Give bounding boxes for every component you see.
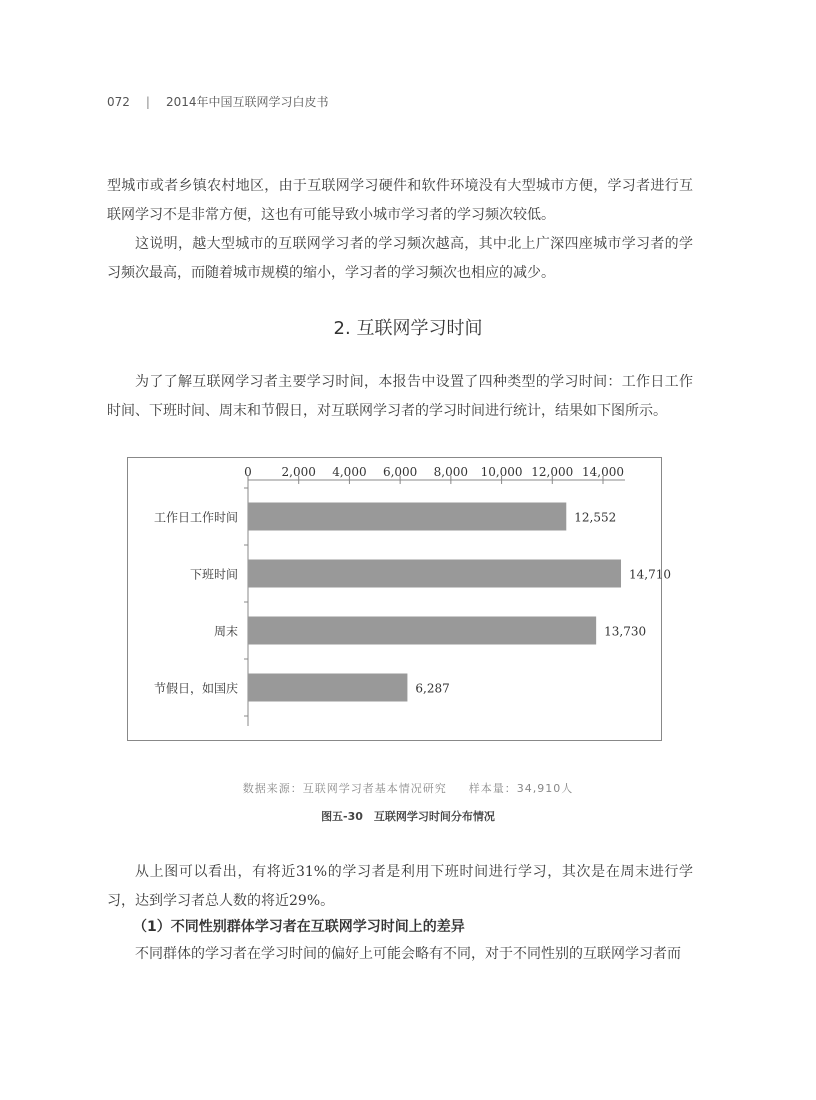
category-label: 工作日工作时间 bbox=[153, 510, 238, 525]
bar bbox=[248, 674, 407, 702]
bar-chart bbox=[127, 457, 672, 741]
figure-sample-size: 样本量：34,910人 bbox=[468, 782, 574, 795]
paragraph-analysis: 从上图可以看出，有将近31%的学习者是利用下班时间进行学习，其次是在周末进行学习，达到学习者总人数的将近29%。 bbox=[107, 864, 693, 909]
data-label: 12,552 bbox=[574, 510, 617, 525]
x-tick-label: 0 bbox=[244, 465, 252, 479]
category-label: 下班时间 bbox=[189, 567, 238, 582]
subheading: （1）不同性别群体学习者在互联网学习时间上的差异 bbox=[133, 919, 465, 935]
paragraph-continued: 型城市或者乡镇农村地区，由于互联网学习硬件和软件环境没有大型城市方便，学习者进行互联网学习不是非常方便，这也有可能导致小城市学习者的学习频次较低。 bbox=[107, 178, 693, 223]
x-tick-label: 2,000 bbox=[281, 465, 316, 479]
header-separator: | bbox=[145, 94, 150, 109]
x-tick-label: 6,000 bbox=[382, 465, 418, 479]
bar bbox=[248, 617, 596, 645]
paragraph-conclusion: 这说明，越大型城市的互联网学习者的学习频次越高，其中北上广深四座城市学习者的学习频次最高，而随着城市规模的缩小，学习者的学习频次也相应的减少。 bbox=[107, 236, 693, 281]
figure-source: 数据来源：互联网学习者基本情况研究 bbox=[242, 782, 447, 795]
bar bbox=[248, 503, 566, 531]
page-number: 072 bbox=[107, 94, 130, 109]
paragraph-intro: 为了了解互联网学习者主要学习时间，本报告中设置了四种类型的学习时间：工作日工作时间、下班时间、周末和节假日，对互联网学习者的学习时间进行统计，结果如下图所示。 bbox=[107, 374, 693, 419]
figure-source-line bbox=[0, 780, 816, 796]
bar bbox=[248, 560, 621, 588]
book-title: 2014年中国互联网学习白皮书 bbox=[165, 95, 329, 109]
data-label: 14,710 bbox=[629, 567, 672, 582]
data-label: 13,730 bbox=[604, 624, 647, 639]
category-label: 节假日，如国庆 bbox=[153, 681, 238, 696]
x-tick-label: 14,000 bbox=[582, 465, 624, 479]
category-label: 周末 bbox=[213, 624, 238, 639]
x-tick-label: 8,000 bbox=[433, 465, 469, 479]
page-header bbox=[107, 93, 329, 110]
data-label: 6,287 bbox=[415, 681, 450, 696]
figure-caption: 图五-30 互联网学习时间分布情况 bbox=[321, 810, 495, 823]
x-tick-label: 10,000 bbox=[480, 465, 523, 479]
x-tick-label: 12,000 bbox=[531, 465, 574, 479]
paragraph-next: 不同群体的学习者在学习时间的偏好上可能会略有不同，对于不同性别的互联网学习者而 bbox=[135, 946, 681, 962]
x-tick-label: 4,000 bbox=[332, 465, 367, 479]
chart-canvas bbox=[128, 458, 672, 740]
section-title: 2. 互联网学习时间 bbox=[333, 318, 483, 339]
